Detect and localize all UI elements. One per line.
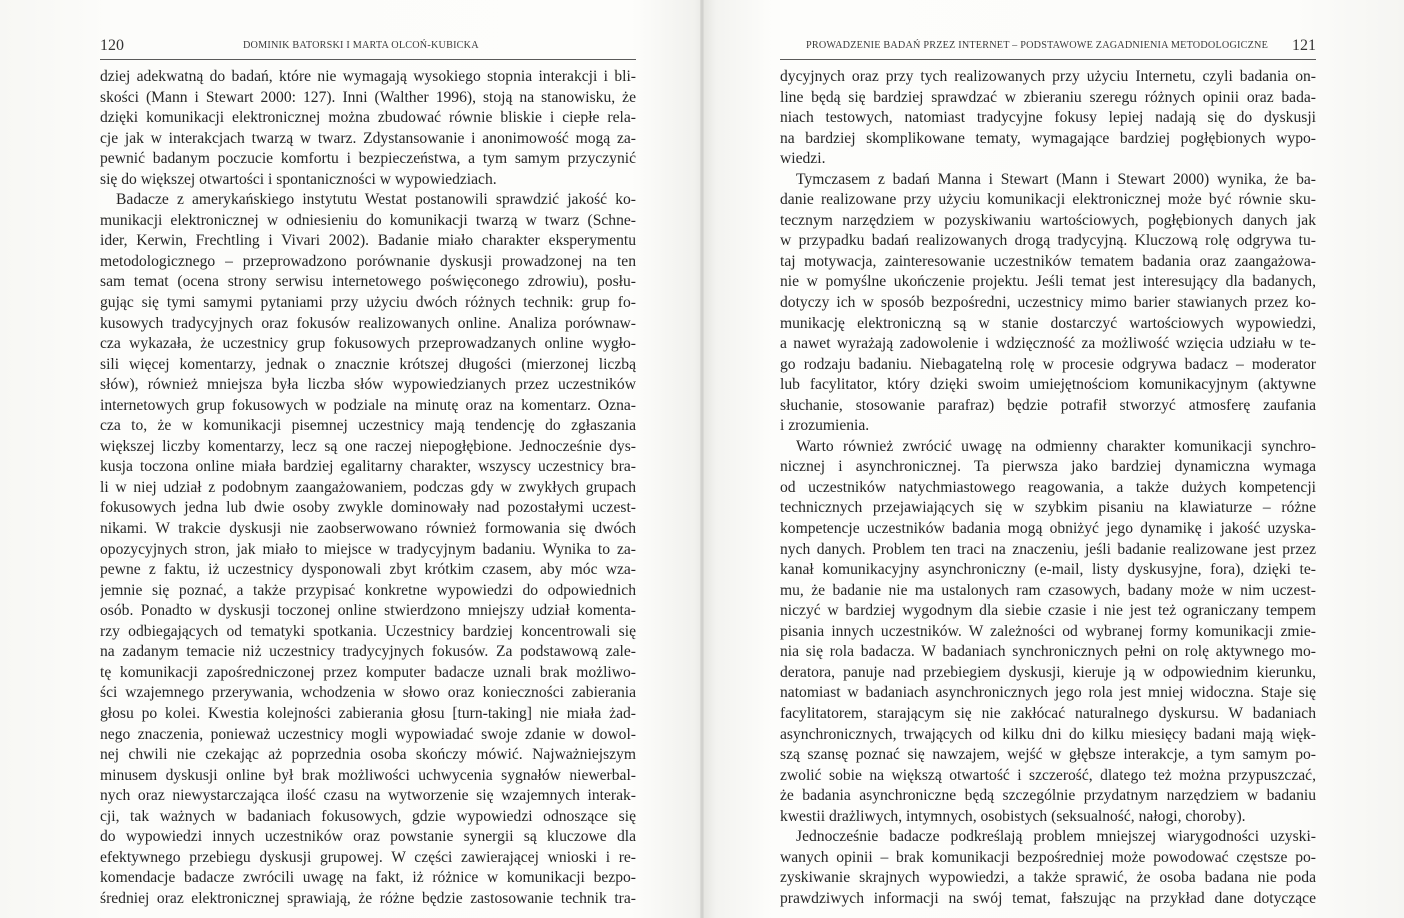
text-line: asynchronicznych, trwających od kilku dni do kilku miesięcy badani mają więk- <box>780 725 1316 743</box>
text-line: efektywnego przebiegu dyskusji grupowej. W części zawierającej wnioski i re- <box>100 848 636 866</box>
text-line: deratora, panuje nad przebiegiem dyskusji, kieruje ją w odpowiednim kierunku, <box>780 663 1316 681</box>
text-line: głosu po kolei. Kwestia kolejności zabierania głosu [turn-taking] nie miała żad- <box>100 704 636 722</box>
text-line: opozycyjnych stron, jak miało to miejsce w tradycyjnym badaniu. Wynika to za- <box>100 540 636 558</box>
text-line: fokusowych jedna lub dwie osoby zwykle dominowały nad pozostałymi uczest- <box>100 499 636 517</box>
text-line: a nawet wyrażają zadowolenie i wdzięczność za możliwość wzięcia udziału w te- <box>780 335 1316 353</box>
text-line: munikację elektroniczną są w stanie dostarczyć wartościowych wypowiedzi, <box>780 314 1316 332</box>
text-line: nego znaczenia, ponieważ uczestnicy mogli wypowiadać swoje zdanie w dowol- <box>100 725 636 743</box>
text-line: od uczestników natychmiastowego reagowania, a także dużych kompetencji <box>780 478 1316 496</box>
text-line: nicznej i asynchronicznej. Ta pierwsza jako bardziej dynamiczna wymaga <box>780 458 1316 476</box>
text-line: facylitatorem, starającym się nie zakłócać naturalnego dyskursu. W badaniach <box>780 704 1316 722</box>
text-line: szą szansę poznać się nawzajem, wejść w głębsze interakcje, a tym samym po- <box>780 746 1316 764</box>
text-line: średniej oraz elektronicznej sprawiają, że różne będzie zastosowanie technik tra- <box>100 889 636 907</box>
body-text <box>780 67 1316 909</box>
text-line: dzięki komunikacji elektronicznej można zbudować równie bliskie i ciepłe rela- <box>100 109 636 127</box>
text-line: niach testowych, natomiast tradycyjne fokusy lepiej nadają się do dyskusji <box>780 109 1316 127</box>
text-line: skości (Mann i Stewart 2000: 127). Inni (Walther 1996), stoją na stanowisku, że <box>100 88 636 106</box>
text-line: kanał komunikacyjny asynchroniczny (e-mail, listy dyskusyjne, fora), dzięki te- <box>780 561 1316 579</box>
text-line: nych danych. Problem ten traci na znaczeniu, jeśli badanie realizowane jest przez <box>780 540 1316 558</box>
text-line: dycyjnych oraz przy tych realizowanych przy użyciu Internetu, czyli badania on- <box>780 68 1316 85</box>
text-line: niczyć w bardziej wygodnym dla siebie czasie i nie jest też ograniczany tempem <box>780 602 1316 620</box>
text-line: lub facylitator, który dzięki swoim umiejętnościom komunikacyjnym (aktywne <box>780 376 1316 394</box>
text-line: wiedzi. <box>780 150 826 168</box>
text-line: do wypowiedzi innych uczestników oraz powstanie synergii są kluczowe dla <box>100 828 636 846</box>
text-line: nych oraz niewystarczająca ilość czasu na wytworzenie się wzajemnych interak- <box>100 787 636 805</box>
text-line: kwestii drażliwych, intymnych, osobistych (seksualność, nałogi, choroby). <box>780 807 1246 825</box>
text-line: pisania innych uczestników. W zależności od wybranej formy komunikacji zmie- <box>780 622 1316 640</box>
text-line: tę komunikacji zapośredniczonej przez komputer badacze uznali brak możliwo- <box>100 663 636 681</box>
text-line: słów), również mniejsza była liczba słów wypowiedzianych przez uczestników <box>100 376 636 394</box>
text-line: kusowych tradycyjnych oraz fokusów realizowanych online. Analiza porównaw- <box>100 314 636 332</box>
text-line: większej liczby komentarzy, lecz są one raczej niepogłębione. Jednocześnie dys- <box>100 437 636 455</box>
text-line: słuchanie, stosowanie parafraz) będzie potrafił stworzyć atmosferę zaufania <box>780 396 1316 414</box>
text-line: cza to, że w komunikacji pisemnej uczestnicy mają tendencję do zgłaszania <box>100 417 636 435</box>
text-line: Jednocześnie badacze podkreślają problem mniejszej wiarygodności uzyski- <box>796 828 1316 846</box>
text-line: metodologicznego – przeprowadzono porównanie dyskusji prowadzonej na ten <box>100 252 636 270</box>
page-number: 121 <box>1292 37 1316 54</box>
text-line: w przypadku badań realizowanych drogą tradycyjną. Kluczową rolę odgrywa tu- <box>780 232 1316 250</box>
text-line: ider, Kerwin, Frechtling i Vivari 2002). Badanie miało charakter eksperymentu <box>100 232 636 250</box>
text-line: cje jak w interakcjach twarzą w twarz. Zdystansowanie i anonimowość mogą za- <box>100 129 636 147</box>
text-line: Tymczasem z badań Manna i Stewart (Mann i Stewart 2000) wynika, że ba- <box>796 170 1316 188</box>
running-head <box>780 37 1316 60</box>
text-line: dziej adekwatną do badań, które nie wymagają wysokiego stopnia interakcji i bli- <box>100 68 636 85</box>
text-line: danie realizowane przy użyciu komunikacji elektronicznej może być równie sku- <box>780 191 1316 209</box>
text-line: kusja toczona online miała bardziej egalitarny charakter, wszyscy uczestnicy bra- <box>100 458 636 476</box>
text-line: osób. Ponadto w dyskusji toczonej online stwierdzono mniejszy udział komenta- <box>100 602 636 620</box>
text-line: pewne z faktu, iż uczestnicy dysponowali zbyt krótkim czasem, aby móc wza- <box>100 561 636 579</box>
text-line: zwolić sobie na większą otwartość i szczerość, dlatego też można przypuszczać, <box>780 766 1316 784</box>
text-line: jemnie się poznać, a także przypisać konkretne wypowiedzi do odpowiednich <box>100 581 636 599</box>
text-line: nie w pomyślne ukończenie projektu. Jeśli temat jest interesujący dla badanych, <box>780 273 1316 291</box>
running-head-title: DOMINIK BATORSKI I MARTA OLCOŃ-KUBICKA <box>243 40 479 51</box>
text-line: gując się tymi samymi pytaniami przy użyciu dwóch różnych technik: grup fo- <box>100 294 636 312</box>
text-line: taj motywacja, zainteresowanie uczestników tematem badania oraz zaangażowa- <box>780 252 1316 270</box>
text-line: Badacze z amerykańskiego instytutu Westat postanowili sprawdzić jakość ko- <box>116 191 636 209</box>
text-line: nia się rola badacza. W badaniach synchronicznych pełni on rolę aktywnego mo- <box>780 643 1316 661</box>
text-line: komendacje badacze zwrócili uwagę na fakt, iż różnice w komunikacji bezpo- <box>100 869 636 887</box>
text-line: wanych opinii – brak komunikacji bezpośredniej może powodować częstsze po- <box>780 848 1316 866</box>
text-line: na zadanym temacie niż uczestnicy tradycyjnych fokusów. Za podstawową zale- <box>100 643 636 661</box>
text-line: sam temat (ocena strony serwisu internetowego poświęconego zdrowiu), posłu- <box>100 273 636 291</box>
text-line: zyskiwanie skrajnych wypowiedzi, a także sprawić, że osoba badana nie poda <box>780 869 1316 887</box>
text-line: że badania asynchroniczne będą szczególnie przydatnym narzędziem w badaniu <box>780 787 1316 805</box>
text-line: nej chwili nie czekając aż poprzednia osoba skończy mówić. Najważniejszym <box>100 746 636 764</box>
text-line: cji, tak ważnych w badaniach fokusowych, gdzie wypowiedzi odnoszące się <box>100 807 636 825</box>
text-line: kompetencje uczestników badania mogą obniżyć jego dynamikę i jakość uzyska- <box>780 520 1316 538</box>
text-line: rzy odbiegających od tematyki spotkania. Uczestnicy bardziej koncentrowali się <box>100 622 636 640</box>
body-text <box>100 67 636 909</box>
text-line: pewnić badanym poczucie komfortu i bezpieczeństwa, a tym samym przyczynić <box>100 150 636 168</box>
text-line: i zrozumienia. <box>780 417 870 435</box>
text-line: prawdziwych informacji na swój temat, fałszując na przykład dane dotyczące <box>780 889 1316 907</box>
text-line: na bardziej skomplikowane tematy, wymagające bardziej pogłębionych wypo- <box>780 129 1316 147</box>
text-line: li w niej udział z podobnym zaangażowaniem, podczas gdy w zwykłych grupach <box>100 478 636 496</box>
text-line: internetowych grup fokusowych w podziale na minutę oraz na komentarz. Ozna- <box>100 396 636 414</box>
text-line: Warto również zwrócić uwagę na odmienny charakter komunikacji synchro- <box>796 437 1316 455</box>
right-page <box>702 0 1404 918</box>
running-head <box>100 37 636 60</box>
running-head-title: PROWADZENIE BADAŃ PRZEZ INTERNET – PODSTAWOWE ZAGADNIENIA METODOLOGICZNE <box>806 40 1269 51</box>
text-line: nikami. W trakcie dyskusji nie zaobserwowano również formowania się dwóch <box>100 520 636 538</box>
text-line: go rodzaju badaniu. Niebagatelną rolę w procesie odgrywa badacz – moderator <box>780 355 1316 373</box>
text-line: technicznych przejawiających się w szybkim pisaniu na klawiaturze – różne <box>780 499 1316 517</box>
text-line: dotyczy ich w sposób bezpośredni, uczestnicy mimo barier stawianych przez ko- <box>780 294 1316 312</box>
text-line: się do większej otwartości i spontaniczności w wypowiedziach. <box>100 170 497 188</box>
text-line: munikacji elektronicznej w odniesieniu do komunikacji twarzą w twarz (Schne- <box>100 211 636 229</box>
text-line: minusem dyskusji online był brak możliwości uchwycenia sygnałów niewerbal- <box>100 766 636 784</box>
text-line: sili więcej komentarzy, jednak o znacznie krótszej długości (mierzonej liczbą <box>100 355 636 373</box>
text-line: line będą się bardziej sprawdzać w zbieraniu szeregu różnych opinii oraz bada- <box>780 88 1316 106</box>
text-line: mu, że badanie nie ma ustalonych ram czasowych, badany może w nim uczest- <box>780 581 1316 599</box>
page-number: 120 <box>100 37 124 54</box>
text-line: natomiast w badaniach asynchronicznych jego rola jest mniej widoczna. Staje się <box>780 684 1316 702</box>
text-line: ści wzajemnego przerywania, wchodzenia w słowo oraz konieczności zabierania <box>100 684 636 702</box>
text-line: tecznym narzędziem w pozyskiwaniu wartościowych, pogłębionych danych jak <box>780 211 1316 229</box>
text-line: cza wykazała, że uczestnicy grup fokusowych przeprowadzanych online wygło- <box>100 335 636 353</box>
